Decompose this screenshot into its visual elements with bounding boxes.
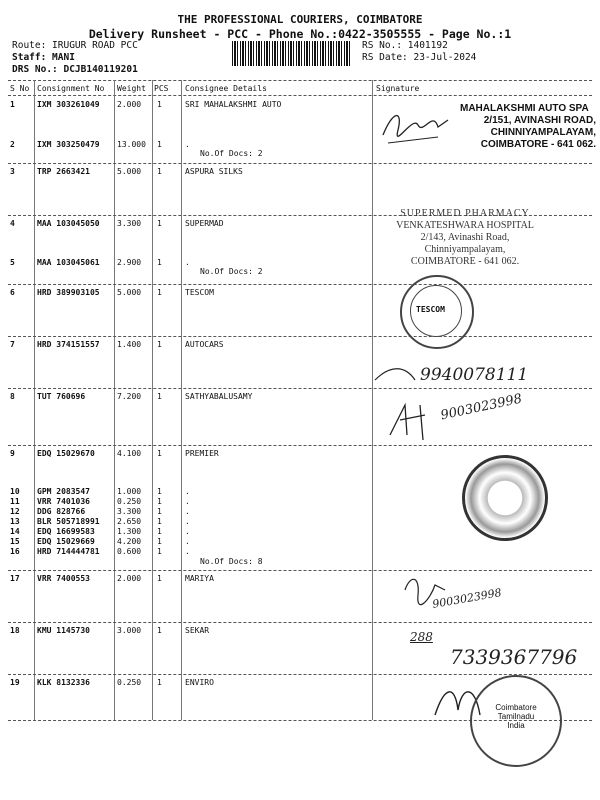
cell-consignee: . [185,497,190,506]
stamp-mahalakshmi [460,103,596,151]
row-rule [8,336,592,337]
cell-sno: 16 [10,547,20,556]
cell-pcs: 1 [157,547,162,556]
cell-consignee: . [185,140,190,149]
cell-docs-note: No.Of Docs: 2 [200,267,263,276]
cell-sno: 4 [10,219,15,228]
cell-consignee: MARIYA [185,574,214,583]
cell-weight: 3.000 [117,626,142,635]
col-divider [372,80,373,720]
cell-consignee: . [185,487,190,496]
col-divider [181,80,182,720]
cell-consignee: SRI MAHALAKSHMI AUTO [185,100,282,109]
cell-pcs: 1 [157,527,162,536]
cell-sno: 2 [10,140,15,149]
cell-sno: 6 [10,288,15,297]
cell-pcs: 1 [157,167,162,176]
cell-weight: 4.100 [117,449,142,458]
stamp-premier [462,455,548,541]
cell-consignment: GPM 2083547 [37,487,90,496]
stamp-line: Tamilnadu [497,712,535,721]
stamp-line: India [507,721,525,730]
cell-weight: 5.000 [117,167,142,176]
cell-consignment: TRP 2663421 [37,167,90,176]
cell-weight: 0.250 [117,678,142,687]
cell-weight: 13.000 [117,140,146,149]
cell-docs-note: No.Of Docs: 8 [200,557,263,566]
cell-pcs: 1 [157,288,162,297]
cell-sno: 17 [10,574,20,583]
cell-sno: 14 [10,527,20,536]
cell-sno: 15 [10,537,20,546]
route-label: Route: IRUGUR ROAD PCC [12,40,138,51]
cell-consignee: SEKAR [185,626,210,635]
stamp-enviro [470,675,562,767]
col-header-consignment: Consignment No [37,84,105,93]
column-header-rule [8,95,592,96]
cell-sno: 7 [10,340,15,349]
header-rule [8,80,592,81]
cell-consignee: AUTOCARS [185,340,224,349]
cell-sno: 3 [10,167,15,176]
cell-weight: 5.000 [117,288,142,297]
stamp-line: MAHALAKSHMI AUTO SPA [460,103,589,114]
cell-consignment: EDQ 16699583 [37,527,95,536]
cell-consignment: KMU 1145730 [37,626,90,635]
cell-sno: 9 [10,449,15,458]
cell-consignment: VRR 7400553 [37,574,90,583]
cell-sno: 11 [10,497,20,506]
cell-consignment: HRD 374151557 [37,340,100,349]
col-header-pcs: PCS [154,84,169,93]
row-rule [8,622,592,623]
cell-consignment: KLK 8132336 [37,678,90,687]
cell-sno: 18 [10,626,20,635]
stamp-tescom [400,275,474,349]
handwritten-row18-top: 288 [410,630,433,644]
row-rule [8,284,592,285]
cell-consignment: TUT 760696 [37,392,86,401]
handwritten-phone-row18: 7339367796 [450,645,578,669]
cell-pcs: 1 [157,507,162,516]
cell-consignment: MAA 103045061 [37,258,100,267]
row-rule [8,163,592,164]
row-rule [8,445,592,446]
stamp-supermed [375,208,555,268]
cell-weight: 1.300 [117,527,142,536]
stamp-line: Chinniyampalayam, [424,244,506,255]
cell-pcs: 1 [157,392,162,401]
cell-weight: 7.200 [117,392,142,401]
cell-weight: 4.200 [117,537,142,546]
col-header-sno: S No [10,84,30,93]
cell-sno: 19 [10,678,20,687]
cell-consignee: . [185,547,190,556]
signature-row8 [385,400,445,445]
col-divider [34,80,35,720]
cell-consignee: . [185,258,190,267]
stamp-line: COIMBATORE - 641 062. [480,139,596,150]
cell-consignment: DDG 828766 [37,507,86,516]
cell-consignee: SUPERMAD [185,219,224,228]
stamp-line: VENKATESHWARA HOSPITAL [396,220,534,231]
cell-sno: 10 [10,487,20,496]
cell-consignee: . [185,537,190,546]
cell-consignment: MAA 103045050 [37,219,100,228]
row-rule [8,674,592,675]
cell-pcs: 1 [157,537,162,546]
cell-pcs: 1 [157,497,162,506]
cell-pcs: 1 [157,100,162,109]
cell-weight: 2.000 [117,100,142,109]
handwritten-phone-row17: 9003023998 [431,586,503,611]
company-title: THE PROFESSIONAL COURIERS, COIMBATORE [177,13,423,26]
cell-consignee: ENVIRO [185,678,214,687]
cell-pcs: 1 [157,140,162,149]
cell-sno: 8 [10,392,15,401]
cell-consignment: IXM 303261049 [37,100,100,109]
cell-pcs: 1 [157,340,162,349]
cell-sno: 12 [10,507,20,516]
stamp-tescom-text: TESCOM [416,305,445,314]
stamp-line: CHINNIYAMPALAYAM, [490,127,596,138]
stamp-line: 2/143, Avinashi Road, [420,232,510,243]
stamp-line: 2/151, AVINASHI ROAD, [483,115,596,126]
cell-consignee: . [185,527,190,536]
cell-weight: 3.300 [117,507,142,516]
runsheet-subtitle: Delivery Runsheet - PCC - Phone No.:0422-3505555 - Page No.:1 [88,27,512,41]
cell-pcs: 1 [157,517,162,526]
cell-weight: 2.900 [117,258,142,267]
cell-docs-note: No.Of Docs: 2 [200,149,263,158]
cell-pcs: 1 [157,449,162,458]
cell-consignee: ASPURA SILKS [185,167,243,176]
cell-sno: 1 [10,100,15,109]
cell-consignment: HRD 714444781 [37,547,100,556]
cell-weight: 1.000 [117,487,142,496]
cell-consignment: VRR 7401036 [37,497,90,506]
handwritten-phone-row8: 9003023998 [439,391,524,424]
rs-date: RS Date: 23-Jul-2024 [362,52,477,63]
cell-consignee: TESCOM [185,288,214,297]
barcode [232,41,352,66]
stamp-line: COIMBATORE - 641 062. [410,256,520,267]
cell-consignment: HRD 389903105 [37,288,100,297]
cell-pcs: 1 [157,219,162,228]
cell-weight: 1.400 [117,340,142,349]
col-header-consignee: Consignee Details [185,84,267,93]
cell-consignee: . [185,507,190,516]
cell-consignment: EDQ 15029669 [37,537,95,546]
stamp-line: Coimbatore [495,703,537,712]
cell-sno: 13 [10,517,20,526]
cell-pcs: 1 [157,678,162,687]
cell-consignee: . [185,517,190,526]
cell-consignment: EDQ 15029670 [37,449,95,458]
cell-pcs: 1 [157,487,162,496]
col-divider [152,80,153,720]
col-header-weight: Weight [117,84,146,93]
cell-consignee: SATHYABALUSAMY [185,392,253,401]
drs-number: DRS No.: DCJB140119201 [12,64,138,75]
cell-weight: 2.000 [117,574,142,583]
cell-weight: 3.300 [117,219,142,228]
cell-pcs: 1 [157,626,162,635]
cell-pcs: 1 [157,258,162,267]
cell-weight: 0.600 [117,547,142,556]
cell-consignment: BLR 505718991 [37,517,100,526]
signature-row1 [378,105,458,150]
cell-consignee: PREMIER [185,449,219,458]
rs-number: RS No.: 1401192 [362,40,448,51]
col-divider [114,80,115,720]
cell-weight: 2.650 [117,517,142,526]
cell-consignment: IXM 303250479 [37,140,100,149]
col-header-signature: Signature [376,84,420,93]
staff-label: Staff: MANI [12,52,75,63]
cell-weight: 0.250 [117,497,142,506]
handwritten-phone-row7: 9940078111 [420,365,529,385]
stamp-line: SUPERMED PHARMACY [400,208,530,219]
cell-sno: 5 [10,258,15,267]
row-rule [8,570,592,571]
cell-pcs: 1 [157,574,162,583]
